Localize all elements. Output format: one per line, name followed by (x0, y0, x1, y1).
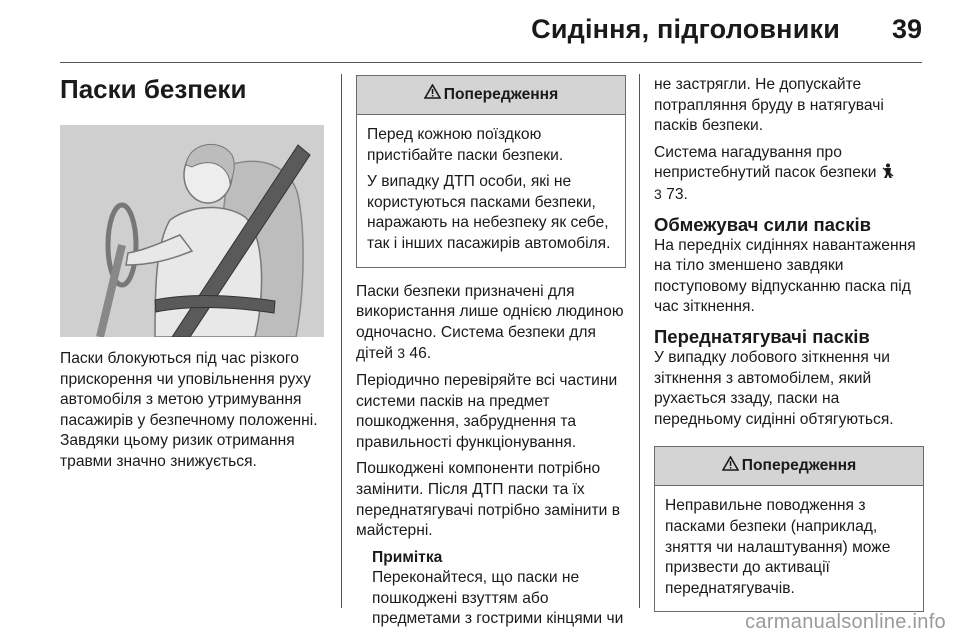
left-column (60, 74, 330, 104)
note-title: Примітка (372, 548, 443, 566)
middle-column (356, 75, 626, 630)
warning-triangle-icon (424, 84, 444, 106)
paragraph-inspection: Періодично перевіряйте всі частини системи пасків на предмет пошкодження, забруднення та правильності функціонування. (356, 371, 618, 451)
warning-title: Попередження (741, 457, 857, 475)
seatbelt-driver-illustration (60, 125, 324, 337)
watermark: carmanualsonline.info (745, 611, 946, 633)
note-continuation: не застрягли. Не допускайте потрапляння бруду в натягувачі пасків безпеки. (654, 76, 884, 135)
page-reference-link[interactable]: 46. (409, 345, 432, 363)
paragraph-pretensioners: У випадку лобового зіткнення чи зіткнення з автомобілем, який рухається ззаду, паски на передньому сидінні обтягуються. (654, 348, 894, 428)
intro-paragraph: Паски блокуються під час різкого прискорення чи уповільнення руху автомобіля з метою утримування пасажирів у безпечному положенні. Завдяки цьому ризик отримання травми значно знижується. (60, 350, 318, 470)
section-title: Паски безпеки (60, 74, 247, 104)
note-text: Переконайтеся, що паски не пошкоджені взуттям або предметами з гострими кінцями чи (372, 569, 624, 628)
page-reference-arrow-icon: 3 (397, 345, 406, 362)
subheading-load-limiter: Обмежувач сили пасків (654, 213, 871, 235)
warning-header (655, 447, 923, 486)
warning-text-2: У випадку ДТП особи, які не користуються пасками безпеки, наражають на небезпеку як себе, так і інших пасажирів автомобіля. (367, 173, 611, 252)
warning-header (357, 76, 625, 115)
header-divider (60, 62, 922, 63)
page-title: Сидіння, підголовники (531, 14, 840, 44)
column-divider-1 (341, 74, 342, 608)
warning-title: Попередження (443, 85, 559, 103)
column-divider-2 (639, 74, 640, 608)
left-body (60, 349, 332, 479)
paragraph-replacement: Пошкоджені компоненти потрібно замінити. Після ДТП паски та їх переднатягувачі потрібно замінити в майстерні. (356, 460, 620, 540)
seatbelt-reminder-icon (881, 164, 895, 181)
warning-triangle-icon (722, 456, 742, 478)
subheading-pretensioners: Переднатягувачі пасків (654, 325, 870, 347)
paragraph-single-user: Паски безпеки призначені для використання лише однією людиною одночасно. Система безпеки для дітей 3 46. (356, 282, 624, 363)
page-reference-link[interactable]: 73. (666, 185, 688, 203)
paragraph-load-limiter: На передніх сидіннях навантаження на тіло зменшено завдяки поступовому відпусканню паска під час зіткнення. (654, 236, 916, 316)
right-column (654, 75, 924, 612)
warning-box (356, 75, 626, 268)
paragraph-reminder: Система нагадування про непристебнутий пасок безпеки 3 73. (654, 143, 924, 206)
warning-text-1: Перед кожною поїздкою пристібайте паски безпеки. (367, 126, 564, 164)
warning-text: Неправильне поводження з пасками безпеки (наприклад, зняття чи налаштування) може призвести до активації переднатягувачів. (665, 497, 891, 597)
warning-box-pretensioners (654, 446, 924, 612)
page-reference-arrow-icon: 3 (654, 185, 662, 202)
note-block (356, 548, 626, 630)
page-number: 39 (891, 14, 922, 44)
